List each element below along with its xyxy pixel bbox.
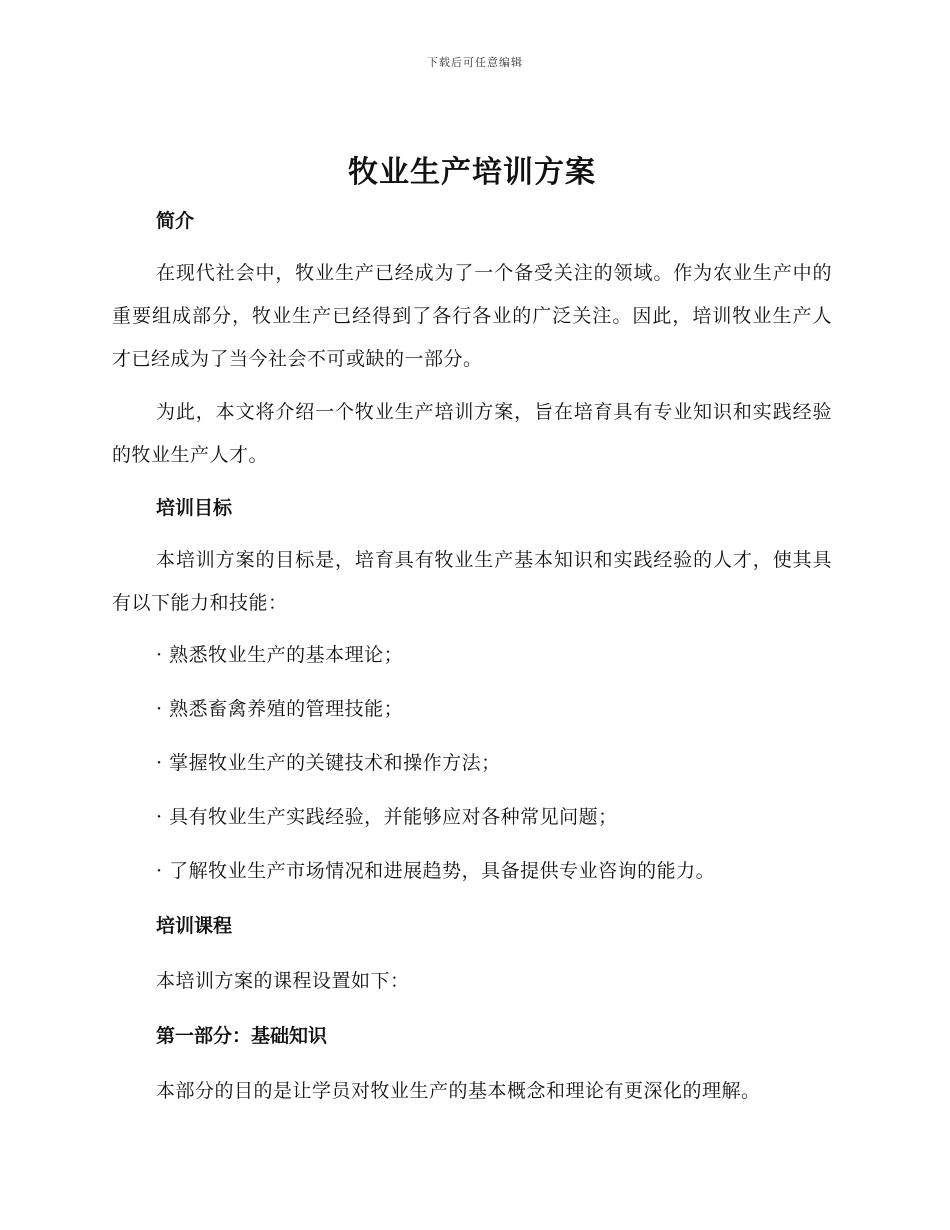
document-body (112, 150, 832, 1107)
section-heading-intro: 简介 (156, 210, 195, 232)
goals-paragraph: 本培训方案的目标是，培育具有牧业生产基本知识和实践经验的人才，使其具有以下能力和技能： (112, 549, 832, 614)
goals-bullet-2: · 熟悉畜禽养殖的管理技能； (156, 698, 404, 720)
goals-bullet-3: · 掌握牧业生产的关键技术和操作方法； (156, 752, 501, 774)
goals-bullet-1: · 熟悉牧业生产的基本理论； (156, 644, 404, 666)
goals-bullet-5: · 了解牧业生产市场情况和进展趋势，具备提供专业咨询的能力。 (156, 860, 716, 882)
part1-paragraph: 本部分的目的是让学员对牧业生产的基本概念和理论有更深化的理解。 (156, 1080, 761, 1102)
intro-paragraph-2: 为此，本文将介绍一个牧业生产培训方案，旨在培育具有专业知识和实践经验的牧业生产人才。 (112, 401, 832, 466)
section-heading-courses: 培训课程 (156, 915, 233, 937)
intro-paragraph-1: 在现代社会中，牧业生产已经成为了一个备受关注的领域。作为农业生产中的重要组成部分，牧业生产已经得到了各行各业的广泛关注。因此，培训牧业生产人才已经成为了当今社会不可或缺的一部分。 (112, 262, 832, 370)
subsection-heading-part1: 第一部分：基础知识 (156, 1025, 328, 1047)
section-heading-goals: 培训目标 (156, 497, 233, 519)
courses-paragraph: 本培训方案的课程设置如下： (156, 970, 410, 992)
goals-bullet-4: · 具有牧业生产实践经验，并能够应对各种常见问题； (156, 806, 618, 828)
document-title: 牧业生产培训方案 (348, 155, 596, 190)
header-note: 下载后可任意编辑 (427, 56, 523, 69)
